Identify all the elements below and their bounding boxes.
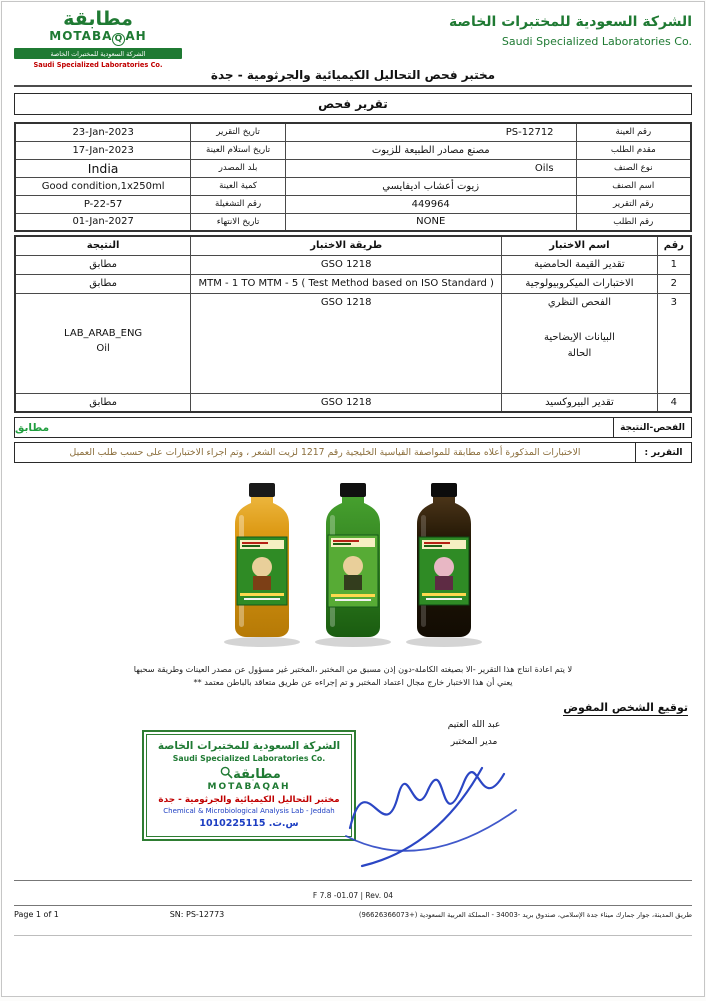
signer-title: مدير المختبر [450, 737, 498, 748]
signer-name: عبد الله العتيم [447, 720, 501, 731]
signature-heading-row [14, 696, 688, 716]
laboratory-stamp-inner [146, 734, 352, 837]
signature-scribble [332, 732, 534, 872]
stamp-magnifier-icon [220, 766, 233, 779]
sample-number-label: رقم العينة [576, 123, 691, 141]
expiry-date-value: 01-Jan-2027 [15, 213, 191, 231]
applicant-value: مصنع مصادر الطبيعة للزيوت [285, 141, 576, 159]
test-number: 1 [657, 255, 691, 274]
test-name: تقدير القيمة الحامضية [502, 255, 657, 274]
product-photo-area [14, 481, 692, 653]
test-name: الاختبارات الميكروبيولوجية [502, 274, 657, 293]
test-method: GSO 1218 [191, 393, 502, 412]
sample-info-table [14, 122, 692, 232]
number-column-header: رقم [657, 236, 691, 255]
dark-bottle-icon [417, 483, 471, 637]
page-bottom-divider [14, 935, 692, 936]
company-name-english: Saudi Specialized Laboratories Co. [501, 35, 692, 48]
form-reference-row [14, 880, 692, 906]
item-type-label: نوع الصنف [576, 159, 691, 177]
table-row [15, 195, 691, 213]
stamp-company-english: Saudi Specialized Laboratories Co. [172, 754, 326, 764]
test-number: 2 [657, 274, 691, 293]
motabaqah-logo [14, 10, 182, 69]
test-name [502, 293, 657, 393]
lab-title: مختبر فحص التحاليل الكيميائية والجرثومية - جدة [210, 68, 496, 82]
method-column-header: طريقة الاختبار [191, 236, 502, 255]
test-number: 3 [657, 293, 691, 393]
report-document-page [1, 1, 705, 997]
test-name: تقدير البيروكسيد [502, 393, 657, 412]
logo-arabic-wordmark: مطابقة [63, 8, 133, 30]
table-row-visual-inspection-test [15, 293, 691, 393]
signature-stamp-area [14, 720, 692, 878]
results-header-row [15, 236, 691, 255]
test-result: مطابق [15, 274, 191, 293]
laboratory-stamp [142, 730, 356, 841]
page-indicator: Page 1 of 1 [14, 910, 59, 920]
applicant-label: مقدم الطلب [576, 141, 691, 159]
result-line-2: Oil [96, 342, 110, 354]
company-name-block [449, 10, 692, 48]
test-method: GSO 1218 [191, 255, 502, 274]
table-row-acid-value-test [15, 255, 691, 274]
item-type-value: Oils [285, 159, 576, 177]
test-name-line-2: البيانات الإيضاحية [544, 331, 615, 343]
test-result: مطابق [15, 393, 191, 412]
test-name-line-3: الحالة [567, 347, 592, 359]
disclaimer-line-2: يعني أن هذا الاختبار خارج مجال اعتماد المختبر و تم إجراءه عن طريق متعاقد بالباطن معتمد ** [193, 676, 513, 687]
sample-number-value: PS-12712 [285, 123, 576, 141]
logo-latin-wordmark [14, 30, 182, 46]
stamp-lab-arabic: مختبر التحاليل الكيميائية والجرثومية - جدة [158, 795, 340, 806]
batch-number-label: رقم التشغيلة [191, 195, 286, 213]
stamp-lab-english: Chemical & Microbiological Analysis Lab - Jeddah [163, 807, 335, 816]
logo-english-subtitle: Saudi Specialized Laboratories Co. [33, 60, 163, 69]
request-number-value: NONE [285, 213, 576, 231]
final-result-bar [14, 417, 692, 438]
report-title: تقرير فحص [14, 93, 692, 115]
test-results-table [14, 235, 692, 413]
test-method: MTM - 1 TO MTM - 5 ( Test Method based on ISO Standard ) [191, 274, 502, 293]
logo-latin-post: AH [125, 29, 147, 43]
stamp-logo-english: MOTABAQAH [207, 782, 291, 793]
document-footer [14, 910, 692, 919]
table-row-peroxide-test [15, 393, 691, 412]
report-date-label: تاريخ التقرير [191, 123, 286, 141]
receipt-date-value: 17-Jan-2023 [15, 141, 191, 159]
item-name-value: زيوت أعشاب اديفايسي [285, 177, 576, 195]
disclaimer-block [14, 663, 692, 688]
phone-number: (+96626366073) [358, 910, 418, 919]
authorized-signature-heading: توقيع الشخص المفوض [563, 701, 688, 715]
table-row [15, 177, 691, 195]
receipt-date-label: تاريخ استلام العينة [191, 141, 286, 159]
final-result-value: مطابق [15, 421, 50, 434]
origin-country-label: بلد المصدر [191, 159, 286, 177]
sample-quantity-value: Good condition,1x250ml [15, 177, 191, 195]
result-column-header: النتيجة [15, 236, 191, 255]
test-name-line-1: الفحص النظري [547, 296, 612, 308]
conclusion-bar [14, 442, 692, 463]
table-row [15, 159, 691, 177]
stamp-logo-arabic: مطابقة [233, 767, 281, 783]
report-date-value: 23-Jan-2023 [15, 123, 191, 141]
table-row [15, 141, 691, 159]
expiry-date-label: تاريخ الانتهاء [191, 213, 286, 231]
table-row-microbiological-test [15, 274, 691, 293]
test-name-column-header: اسم الاختبار [502, 236, 657, 255]
request-number-label: رقم الطلب [576, 213, 691, 231]
magnifier-q-icon: Q [112, 33, 125, 46]
address-text: طريق المدينة، جوار جمارك ميناء جدة الإسلامي، صندوق بريد -34003 - المملكة العربية السعودية [419, 910, 692, 919]
green-bottle-icon [326, 483, 380, 637]
report-number-label: رقم التقرير [576, 195, 691, 213]
header-divider [14, 85, 692, 87]
test-result [15, 293, 191, 393]
sample-quantity-label: كمية العينة [191, 177, 286, 195]
table-row [15, 123, 691, 141]
logo-latin-pre: MOTABA [49, 29, 113, 43]
report-number-value: 449964 [285, 195, 576, 213]
document-header [14, 8, 692, 69]
test-number: 4 [657, 393, 691, 412]
test-result: مطابق [15, 255, 191, 274]
item-name-label: اسم الصنف [576, 177, 691, 195]
product-bottles-image [217, 481, 489, 649]
table-row [15, 213, 691, 231]
address-block [288, 911, 692, 919]
conclusion-label: التقرير : [635, 443, 691, 462]
stamp-logo-row [149, 766, 349, 782]
disclaimer-line-1: لا يتم اعادة انتاج هذا التقرير -الا بصيغته الكاملة-دون إذن مسبق من المختبر ،المختبر غير مسؤول عن مصدر العينات وطريقة سحبها [133, 664, 573, 674]
stamp-commercial-registration: س.ت. 1010225115 [199, 818, 299, 830]
form-reference: F 7.8 -01.07 | Rev. 04 [312, 891, 394, 901]
conclusion-text: الاختبارات المذكورة أعلاه مطابقة للمواصفة القياسية الخليجية رقم 1217 لزيت الشعر ، وتم اجراء الاختبارات على حسب طلب العميل [69, 447, 581, 458]
origin-country-value: India [15, 159, 191, 177]
final-result-label: الفحص-النتيجة [613, 418, 691, 437]
stamp-company-arabic: الشركة السعودية للمختبرات الخاصة [157, 740, 341, 753]
batch-number-value: P-22-57 [15, 195, 191, 213]
logo-arabic-banner: الشركة السعودية للمختبرات الخاصة [14, 48, 182, 59]
result-line-1: LAB_ARAB_ENG [64, 327, 143, 339]
company-name-arabic: الشركة السعودية للمختبرات الخاصة [448, 14, 692, 30]
test-method: GSO 1218 [191, 293, 502, 393]
serial-number: SN: PS-12773 [169, 910, 225, 920]
amber-bottle-icon [235, 483, 289, 637]
